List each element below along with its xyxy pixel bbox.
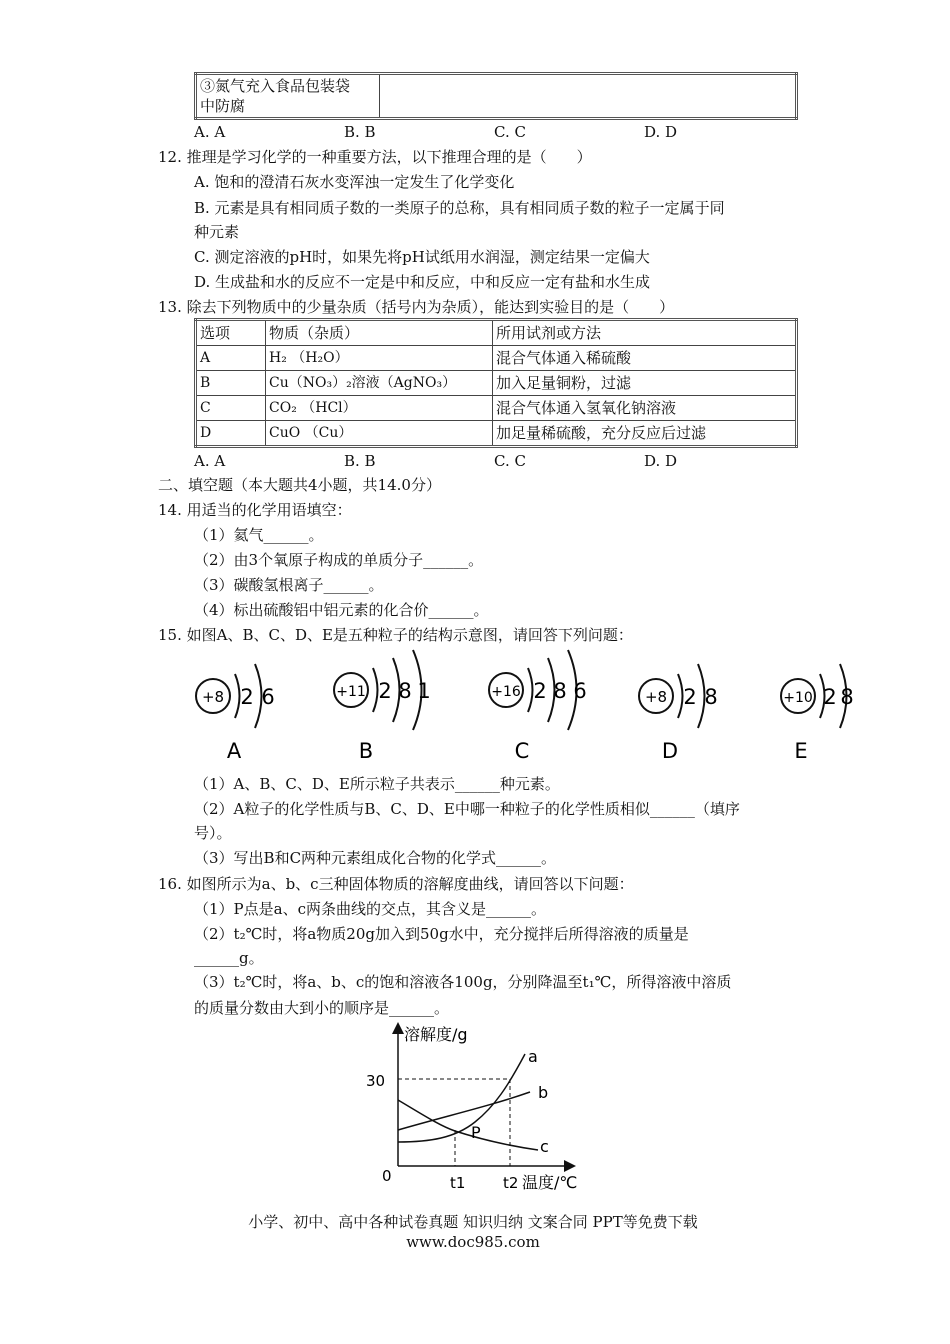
atom-e-shell-1: 2 bbox=[823, 685, 837, 709]
point-p-label: P bbox=[471, 1123, 481, 1142]
atom-c-shell-1: 2 bbox=[533, 679, 547, 703]
atom-e bbox=[781, 664, 854, 763]
top-table-cell-line2: 中防腐 bbox=[200, 97, 246, 115]
atom-a bbox=[196, 664, 275, 763]
q12-option-b-line2: 种元素 bbox=[194, 223, 240, 241]
atom-structure-diagram bbox=[180, 640, 880, 770]
q13-row-d-substance: CuO （Cu） bbox=[266, 421, 493, 447]
q16-question-2-line1: （2）t₂℃时，将a物质20g加入到50g水中，充分搅拌后所得溶液的质量是 bbox=[194, 925, 689, 943]
atom-c-shell-2: 8 bbox=[553, 679, 567, 703]
atom-d-label: D bbox=[661, 739, 679, 763]
q15-question-3: （3）写出B和C两种元素组成化合物的化学式______。 bbox=[194, 849, 557, 867]
top-table-cell-right bbox=[380, 74, 797, 119]
q13-row-d-method: 加足量稀硫酸，充分反应后过滤 bbox=[493, 421, 797, 447]
q16-question-3-line1: （3）t₂℃时，将a、b、c的饱和溶液各100g，分别降温至t₁℃，所得溶液中溶质 bbox=[194, 973, 732, 991]
atom-d-shell-1: 2 bbox=[683, 685, 697, 709]
atom-c-nucleus: +16 bbox=[491, 684, 521, 700]
y-axis-label: 溶解度/g bbox=[404, 1025, 468, 1044]
series-label-b: b bbox=[538, 1083, 549, 1102]
q15-question-2-line2: 号）。 bbox=[194, 824, 232, 842]
atom-d-nucleus: +8 bbox=[644, 688, 668, 706]
atom-b-shell-3: 1 bbox=[417, 679, 431, 703]
q16-stem: 16. 如图所示为a、b、c三种固体物质的溶解度曲线，请回答以下问题： bbox=[158, 875, 634, 893]
table-row bbox=[196, 346, 797, 371]
atom-b bbox=[334, 650, 431, 763]
atom-e-nucleus: +10 bbox=[783, 690, 813, 706]
q13-row-a-option: A bbox=[196, 346, 266, 371]
curve-c bbox=[398, 1100, 538, 1150]
x-axis-label: 温度/℃ bbox=[522, 1173, 578, 1192]
x-tick-t2: t2 bbox=[503, 1174, 519, 1192]
q14-stem: 14. 用适当的化学用语填空： bbox=[158, 501, 352, 519]
atom-d bbox=[639, 664, 718, 763]
atom-a-nucleus: +8 bbox=[201, 688, 225, 706]
q11-option-d: D. D bbox=[644, 123, 678, 141]
atom-c bbox=[489, 650, 587, 763]
q14-item-3: （3）碳酸氢根离子______。 bbox=[194, 576, 384, 594]
q13-option-b: B. B bbox=[344, 452, 376, 470]
q13-row-b-substance: Cu（NO₃）₂溶液（AgNO₃） bbox=[266, 371, 493, 396]
q13-row-b-option: B bbox=[196, 371, 266, 396]
atom-c-label: C bbox=[514, 739, 530, 763]
q13-options bbox=[194, 451, 794, 471]
q11-option-c: C. C bbox=[494, 123, 526, 141]
q13-row-a-method: 混合气体通入稀硫酸 bbox=[493, 346, 797, 371]
table-row bbox=[196, 396, 797, 421]
q12-option-c: C. 测定溶液的pH时，如果先将pH试纸用水润湿，测定结果一定偏大 bbox=[194, 248, 650, 266]
q11-options bbox=[194, 122, 794, 142]
q13-option-c: C. C bbox=[494, 452, 526, 470]
q14-item-2: （2）由3个氧原子构成的单质分子______。 bbox=[194, 551, 484, 569]
footer-line2: www.doc985.com bbox=[406, 1233, 540, 1251]
top-table-cell-left bbox=[196, 74, 380, 119]
section-heading: 二、填空题（本大题共4小题，共14.0分） bbox=[158, 476, 441, 494]
atom-e-label: E bbox=[794, 739, 808, 763]
q15-stem: 15. 如图A、B、C、D、E是五种粒子的结构示意图，请回答下列问题： bbox=[158, 626, 633, 644]
q15-question-2-line1: （2）A粒子的化学性质与B、C、D、E中哪一种粒子的化学性质相似______（填序 bbox=[194, 800, 740, 818]
q14-item-4: （4）标出硫酸铝中铝元素的化合价______。 bbox=[194, 601, 489, 619]
q12-option-a: A. 饱和的澄清石灰水变浑浊一定发生了化学变化 bbox=[194, 173, 515, 191]
q13-option-d: D. D bbox=[644, 452, 678, 470]
q15-question-1: （1）A、B、C、D、E所示粒子共表示______种元素。 bbox=[194, 775, 560, 793]
table-row bbox=[196, 371, 797, 396]
solubility-chart bbox=[360, 1018, 600, 1198]
q13-row-c-method: 混合气体通入氢氧化钠溶液 bbox=[493, 396, 797, 421]
q13-row-d-option: D bbox=[196, 421, 266, 447]
table-row bbox=[196, 421, 797, 447]
atom-b-shell-2: 8 bbox=[398, 679, 412, 703]
curve-a bbox=[398, 1054, 525, 1142]
footer-line1: 小学、初中、高中各种试卷真题 知识归纳 文案合同 PPT等免费下载 bbox=[248, 1213, 698, 1231]
q13-row-b-method: 加入足量铜粉，过滤 bbox=[493, 371, 797, 396]
atom-b-label: B bbox=[358, 739, 374, 763]
atom-b-shell-1: 2 bbox=[378, 679, 392, 703]
q13-row-c-substance: CO₂ （HCl） bbox=[266, 396, 493, 421]
q13-table bbox=[194, 318, 798, 448]
q16-question-3-line2: 的质量分数由大到小的顺序是______。 bbox=[194, 999, 450, 1017]
q13-header-option: 选项 bbox=[196, 320, 266, 346]
y-tick-30: 30 bbox=[366, 1072, 386, 1090]
q16-question-2-line2: ______g。 bbox=[194, 949, 264, 967]
atom-b-nucleus: +11 bbox=[336, 684, 366, 700]
atom-e-shell-2: 8 bbox=[840, 685, 854, 709]
atom-d-shell-2: 8 bbox=[704, 685, 718, 709]
q16-question-1: （1）P点是a、c两条曲线的交点，其含义是______。 bbox=[194, 900, 546, 918]
q12-option-b-line1: B. 元素是具有相同质子数的一类原子的总称，具有相同质子数的粒子一定属于同 bbox=[194, 199, 725, 217]
q13-row-c-option: C bbox=[196, 396, 266, 421]
q14-item-1: （1）氦气______。 bbox=[194, 526, 324, 544]
x-tick-t1: t1 bbox=[450, 1174, 466, 1192]
top-table bbox=[194, 72, 798, 120]
q13-row-a-substance: H₂ （H₂O） bbox=[266, 346, 493, 371]
atom-a-shell-1: 2 bbox=[240, 685, 254, 709]
atom-c-shell-3: 6 bbox=[573, 679, 587, 703]
q13-stem: 13. 除去下列物质中的少量杂质（括号内为杂质），能达到实验目的是（ ） bbox=[158, 298, 675, 316]
q12-option-d: D. 生成盐和水的反应不一定是中和反应，中和反应一定有盐和水生成 bbox=[194, 273, 651, 291]
q11-option-a: A. A bbox=[194, 123, 226, 141]
q13-header-method: 所用试剂或方法 bbox=[493, 320, 797, 346]
series-label-c: c bbox=[540, 1137, 549, 1156]
q13-header-substance: 物质（杂质） bbox=[266, 320, 493, 346]
atom-a-shell-2: 6 bbox=[261, 685, 275, 709]
series-label-a: a bbox=[528, 1047, 538, 1066]
origin-label: 0 bbox=[382, 1167, 392, 1185]
q13-option-a: A. A bbox=[194, 452, 226, 470]
q12-stem: 12. 推理是学习化学的一种重要方法，以下推理合理的是（ ） bbox=[158, 148, 592, 166]
q11-option-b: B. B bbox=[344, 123, 376, 141]
q13-table-header bbox=[196, 320, 797, 346]
top-table-cell-line1: ③氮气充入食品包装袋 bbox=[200, 77, 351, 95]
atom-a-label: A bbox=[226, 739, 242, 763]
